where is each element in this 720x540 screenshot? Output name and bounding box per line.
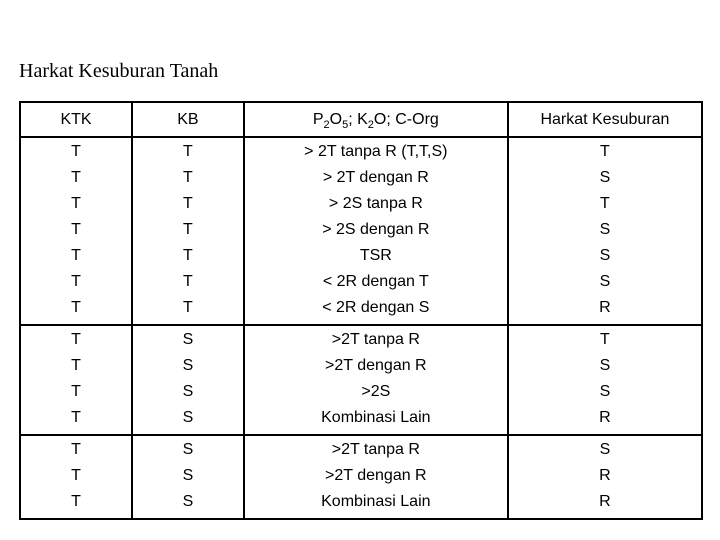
cell-line: > 2T dengan R (322, 169, 429, 186)
fertility-table (19, 101, 703, 520)
header-kb: KB (132, 102, 244, 137)
cell-line: T (183, 273, 193, 290)
cell-line: T (183, 195, 193, 212)
cell-line: < 2R dengan S (322, 299, 430, 316)
cell-harkat (508, 435, 702, 519)
cell-line: S (599, 273, 611, 290)
cell-line: T (600, 195, 610, 212)
cell-line: >2S (361, 383, 391, 400)
cell-line: R (599, 467, 611, 484)
cell-p2o5-k2o-corg (244, 137, 508, 325)
cell-line: R (599, 299, 611, 316)
cell-line: R (599, 409, 611, 426)
cell-line: S (182, 331, 194, 348)
cell-line: T (71, 299, 81, 316)
cell-kb (132, 435, 244, 519)
cell-line: S (182, 441, 194, 458)
cell-ktk (20, 325, 132, 435)
cell-line: S (599, 383, 611, 400)
table-header-row (20, 102, 702, 137)
cell-line: T (71, 467, 81, 484)
cell-line: T (183, 247, 193, 264)
cell-line: T (71, 441, 81, 458)
cell-kb (132, 137, 244, 325)
cell-line: T (71, 331, 81, 348)
cell-p2o5-k2o-corg (244, 325, 508, 435)
cell-p2o5-k2o-corg (244, 435, 508, 519)
cell-line: T (183, 299, 193, 316)
cell-line: > 2S tanpa R (328, 195, 423, 212)
table-body (20, 137, 702, 519)
cell-harkat (508, 137, 702, 325)
cell-line: S (599, 221, 611, 238)
header-p-part2: O (329, 110, 343, 128)
cell-line: TSR (359, 247, 392, 264)
header-p-sub: 2 (323, 118, 330, 131)
header-harkat-kesuburan: Harkat Kesuburan (508, 102, 702, 137)
cell-line: S (182, 493, 194, 510)
cell-line: S (182, 357, 194, 374)
cell-line: >2T dengan R (325, 357, 427, 374)
cell-line: T (71, 247, 81, 264)
cell-line: T (71, 169, 81, 186)
cell-line: > 2S dengan R (322, 221, 430, 238)
header-ktk: KTK (20, 102, 132, 137)
cell-line: T (183, 221, 193, 238)
cell-line: >2T tanpa R (331, 441, 420, 458)
cell-ktk (20, 435, 132, 519)
cell-line: T (600, 331, 610, 348)
cell-line: > 2T tanpa R (T,T,S) (304, 143, 448, 160)
header-k-part1: ; K (348, 110, 368, 128)
cell-kb (132, 325, 244, 435)
cell-line: < 2R dengan T (322, 273, 429, 290)
cell-line: T (71, 383, 81, 400)
cell-line: R (599, 493, 611, 510)
cell-ktk (20, 137, 132, 325)
cell-line: T (71, 409, 81, 426)
cell-line: S (182, 383, 194, 400)
cell-line: Kombinasi Lain (321, 409, 431, 426)
cell-line: >2T dengan R (325, 467, 427, 484)
cell-line: S (599, 357, 611, 374)
header-p-sub2: 5 (342, 118, 349, 131)
cell-line: T (71, 143, 81, 160)
cell-line: T (183, 169, 193, 186)
header-k-sub: 2 (367, 118, 374, 131)
cell-line: T (183, 143, 193, 160)
cell-line: T (71, 273, 81, 290)
cell-line: >2T tanpa R (331, 331, 420, 348)
table-row-group (20, 325, 702, 435)
cell-line: T (71, 493, 81, 510)
cell-line: Kombinasi Lain (321, 493, 431, 510)
cell-line: T (600, 143, 610, 160)
header-p2o5-k2o-corg (244, 102, 508, 137)
header-k-part2: O; C-Org (373, 110, 439, 128)
cell-line: S (182, 467, 194, 484)
cell-line: T (71, 195, 81, 212)
header-p-part1: P (312, 110, 324, 128)
page-title: Harkat Kesuburan Tanah (19, 60, 219, 82)
cell-harkat (508, 325, 702, 435)
table-row-group (20, 435, 702, 519)
cell-line: T (71, 221, 81, 238)
table-row-group (20, 137, 702, 325)
cell-line: S (599, 169, 611, 186)
cell-line: S (599, 441, 611, 458)
cell-line: S (182, 409, 194, 426)
cell-line: S (599, 247, 611, 264)
cell-line: T (71, 357, 81, 374)
